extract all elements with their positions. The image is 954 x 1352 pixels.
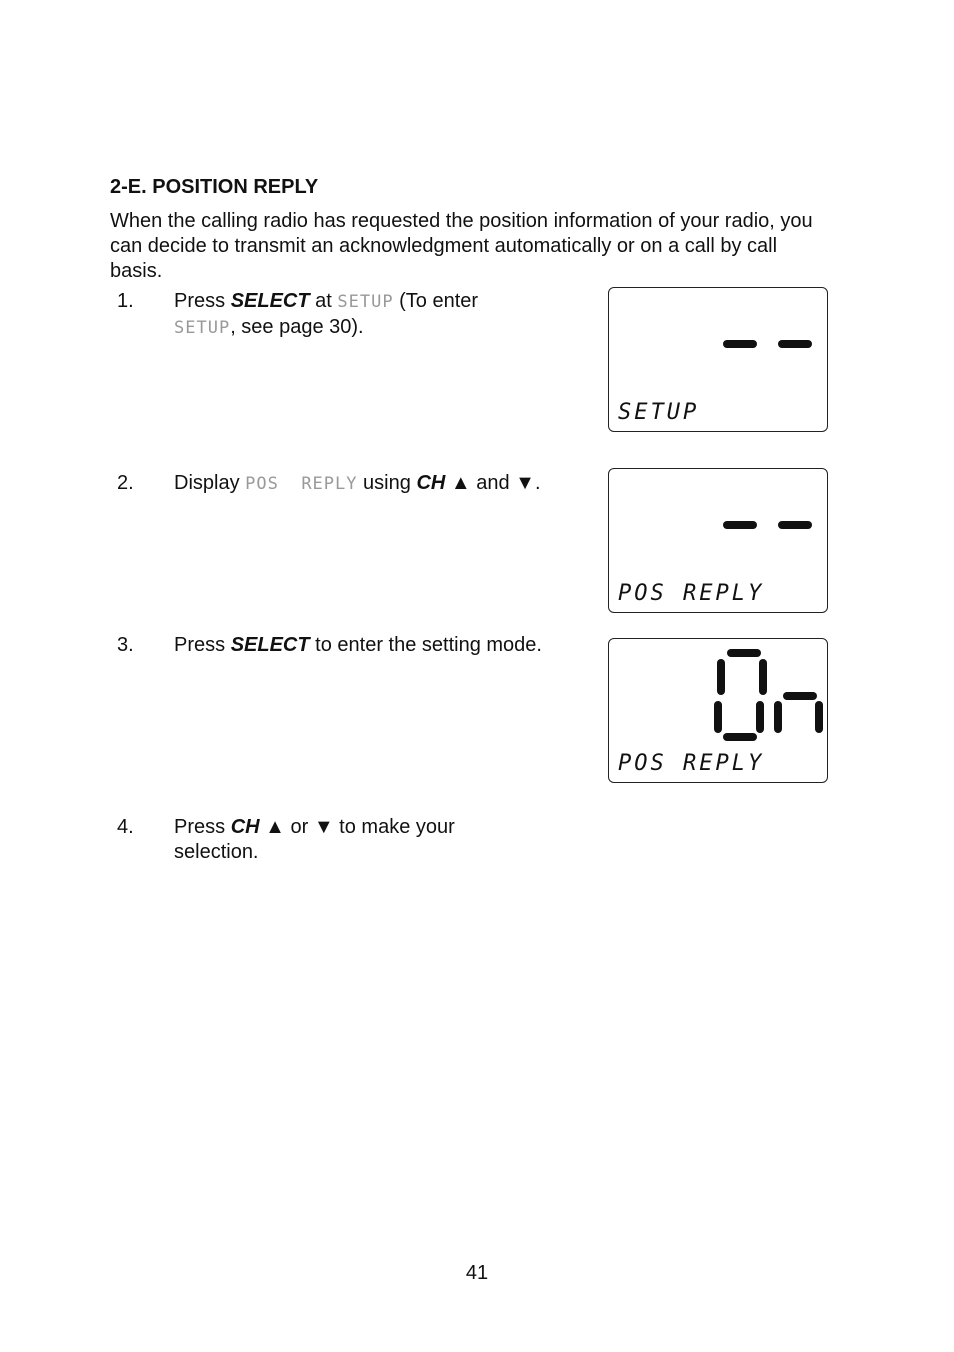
step-text: Press SELECT to enter the setting mode.: [174, 634, 542, 656]
step-number: 3.: [117, 634, 134, 656]
step-text: Display POS REPLY using CH ▲ and ▼.: [174, 472, 541, 494]
intro-paragraph: When the calling radio has requested the position information of your radio, you can decide to transmit an acknowledgment automatically or on a call by call basis.: [110, 210, 813, 282]
section-heading: 2-E. POSITION REPLY: [110, 176, 319, 198]
lcd-display-pos-reply: [608, 468, 828, 613]
lcd-sub-text: POS REPLY: [618, 581, 765, 606]
lcd-sub-text: POS REPLY: [618, 751, 765, 776]
step-text: Press SELECT at SETUP (To enter SETUP, see page 30).: [174, 290, 479, 338]
step-number: 4.: [117, 816, 134, 838]
lcd-sub-text: SETUP: [618, 400, 700, 425]
step-number: 2.: [117, 472, 134, 494]
page-number: 41: [465, 1262, 489, 1284]
lcd-display-on: [608, 638, 828, 783]
step-text: Press CH ▲ or ▼ to make your selection.: [174, 816, 455, 863]
lcd-display-setup: [608, 287, 828, 432]
step-number: 1.: [117, 290, 134, 312]
